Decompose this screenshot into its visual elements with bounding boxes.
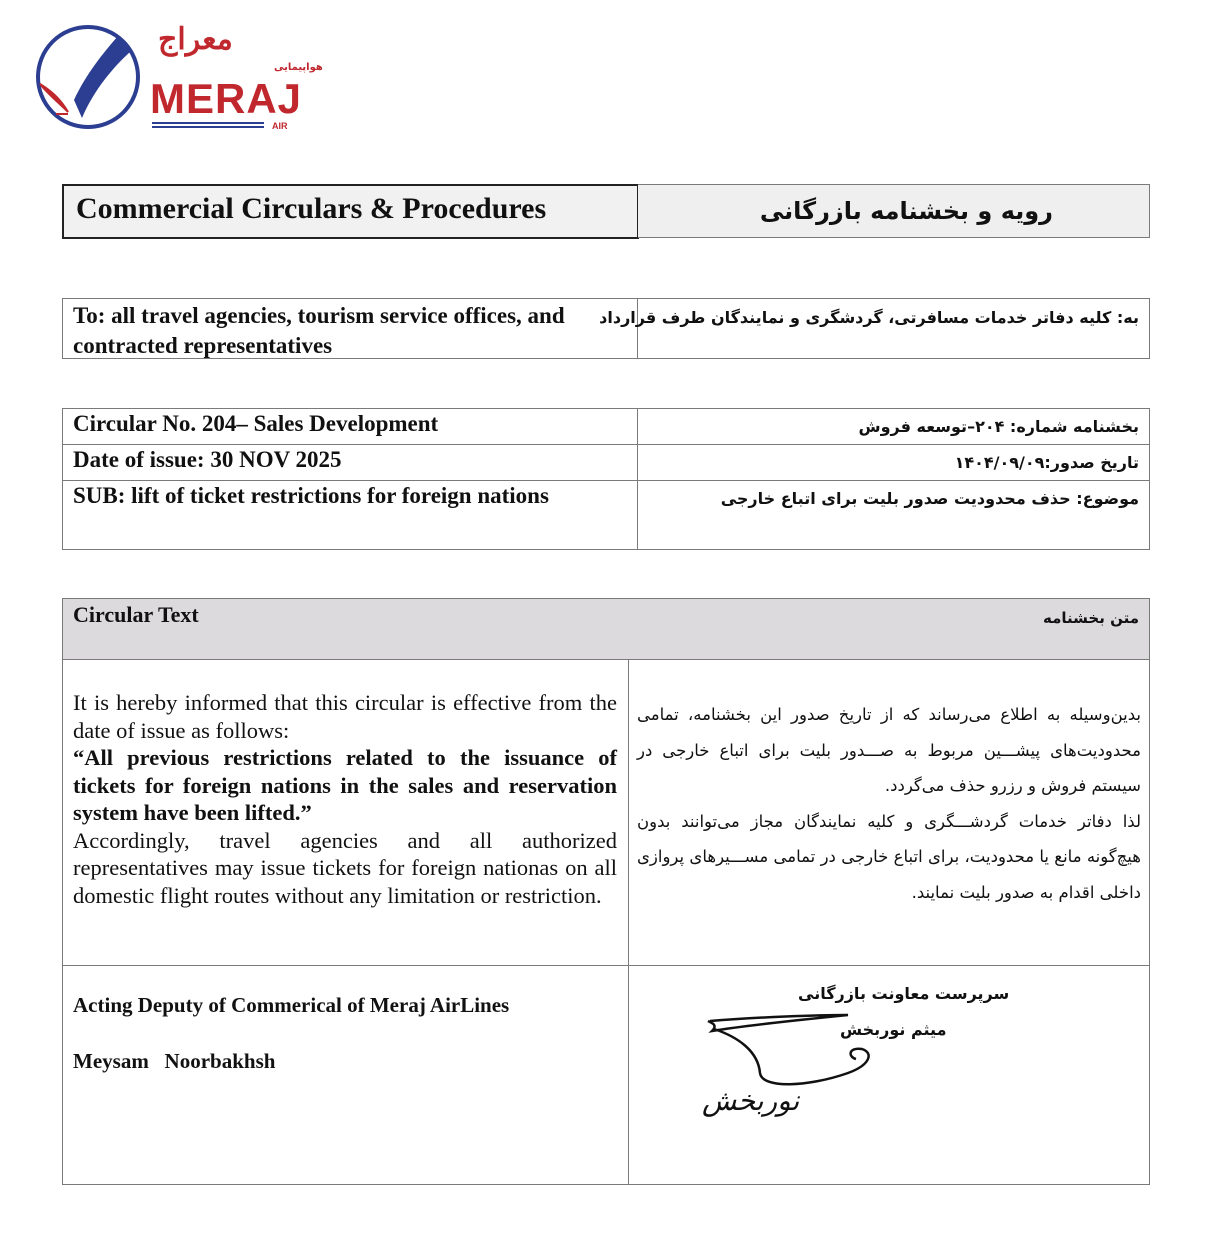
circular-body-en bbox=[73, 689, 617, 909]
handwritten-name: نوربخش bbox=[702, 1084, 800, 1117]
body-paragraph-1-fa: بدین‌وسیله به اطلاع می‌رساند که از تاریخ صدور این بخشنامه، تمامی محدودیت‌های پیشـــین مربوط به صـــدور بلیت برای اتباع خارجی در سیستم فروش و رزرو حذف می‌گردد. bbox=[637, 705, 1141, 795]
document-title-fa: رویه و بخشنامه بازرگانی bbox=[759, 197, 1053, 225]
logo-subtitle-fa: هواپیمایی bbox=[274, 62, 323, 73]
signature-cell-en bbox=[62, 965, 629, 1185]
circular-number-en: Circular No. 204– Sales Development bbox=[73, 411, 439, 436]
meraj-air-logo bbox=[34, 22, 323, 134]
logo-stripe bbox=[152, 122, 264, 124]
signatory-role-fa: سرپرست معاونت بازرگانی bbox=[798, 984, 1010, 1003]
circular-number-cell-en bbox=[62, 408, 638, 445]
document-title-en: Commercial Circulars & Procedures bbox=[76, 192, 547, 225]
circular-text-heading-fa: متن بخشنامه bbox=[1043, 609, 1139, 627]
logo-wordmark-en: MERAJ bbox=[150, 75, 303, 122]
logo-tagline: AIR bbox=[272, 121, 288, 131]
issue-date-fa: تاریخ صدور:۱۴۰۴/۰۹/۰۹ bbox=[954, 453, 1139, 472]
body-paragraph-2-fa: لذا دفاتر خدمات گردشـــگری و کلیه نمایندگان مجاز می‌توانند بدون هیچ‌گونه مانع یا محدودیت، برای اتباع خارجی در تمامی مســـیرهای پروازی داخلی اقدام به صدور بلیت نمایند. bbox=[637, 811, 1141, 902]
circular-text-header-en bbox=[62, 598, 629, 660]
issue-date-cell-en bbox=[62, 444, 638, 481]
body-conclusion-en: Accordingly, travel agencies and all authorized representatives may issue tickets for foreign nationas on all domestic flight routes without any limitation or restriction. bbox=[73, 827, 617, 908]
circular-body-cell-fa bbox=[628, 659, 1150, 966]
subject-cell-fa bbox=[637, 480, 1150, 550]
signatory-name-fa: میثم نوربخش bbox=[840, 1020, 947, 1039]
circular-body-cell-en bbox=[62, 659, 629, 966]
subject-fa: موضوع: حذف محدودیت صدور بلیت برای اتباع خارجی bbox=[720, 489, 1139, 508]
recipients-fa: به: کلیه دفاتر خدمات مسافرتی، گردشگری و نمایندگان طرف قرارداد bbox=[599, 308, 1139, 327]
issue-date-en: Date of issue: 30 NOV 2025 bbox=[73, 447, 342, 472]
circular-number-cell-fa bbox=[637, 408, 1150, 445]
circular-body-fa bbox=[637, 697, 1141, 910]
body-quote-en: “All previous restrictions related to the issuance of tickets for foreign nations in the sales and reservation system have been lifted.” bbox=[73, 745, 617, 825]
circular-text-header-fa bbox=[628, 598, 1150, 660]
subject-en: SUB: lift of ticket restrictions for foreign nations bbox=[73, 483, 549, 508]
subject-cell-en bbox=[62, 480, 638, 550]
logo-stripe bbox=[152, 126, 264, 128]
signatory-name-en: Meysam Noorbakhsh bbox=[73, 1049, 276, 1073]
meraj-emblem-icon bbox=[34, 22, 144, 132]
signatory-role-en: Acting Deputy of Commerical of Meraj AirLines bbox=[73, 993, 510, 1017]
recipients-cell-en bbox=[62, 298, 638, 359]
circular-text-heading-en: Circular Text bbox=[73, 602, 199, 627]
issue-date-cell-fa bbox=[637, 444, 1150, 481]
logo-wordmark-fa: معراج bbox=[158, 22, 233, 57]
circular-number-fa: بخشنامه شماره: ۲۰۴–توسعه فروش bbox=[858, 417, 1139, 436]
body-intro-en: It is hereby informed that this circular is effective from the date of issue as follows: bbox=[73, 690, 617, 743]
title-box-fa bbox=[638, 184, 1150, 238]
signature-cell-fa bbox=[628, 965, 1150, 1185]
recipients-cell-fa bbox=[599, 298, 1150, 359]
recipients-en: To: all travel agencies, tourism service offices, and contracted representatives bbox=[73, 303, 565, 358]
title-box-en bbox=[62, 184, 639, 239]
